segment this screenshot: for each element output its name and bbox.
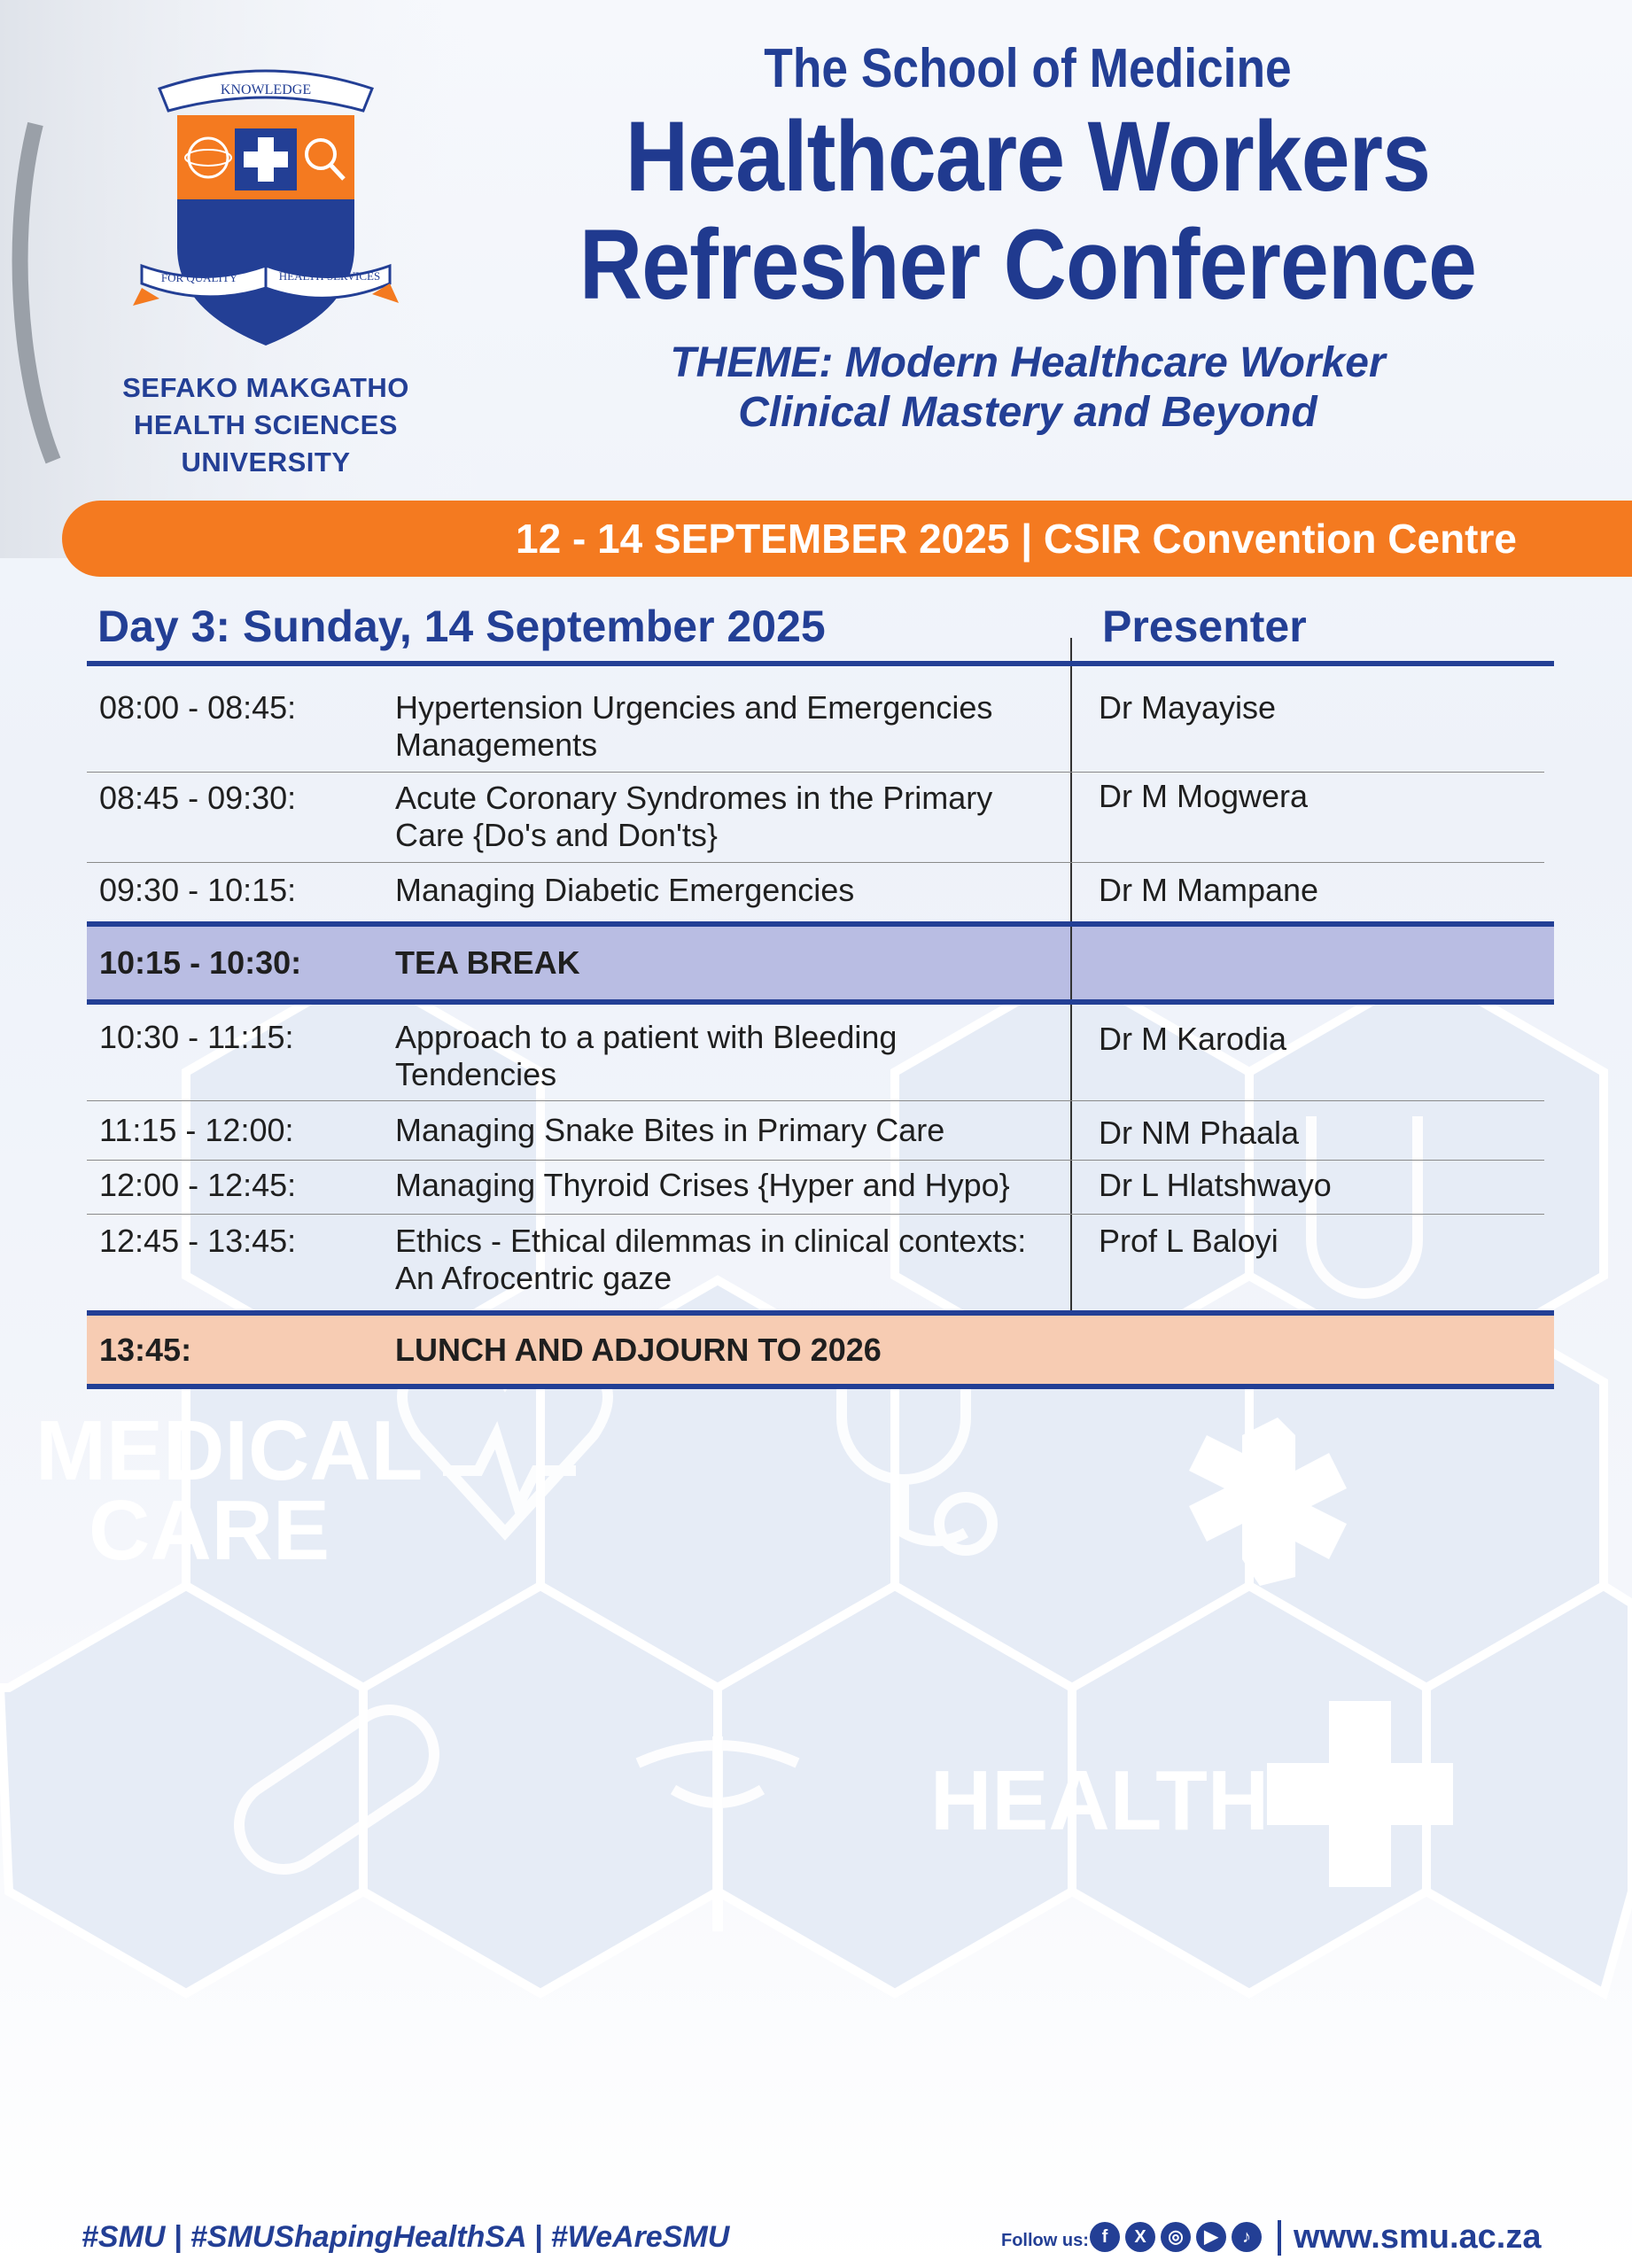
row-topic: Managing Snake Bites in Primary Care <box>395 1112 945 1148</box>
row-time: 10:30 - 11:15: <box>99 1019 294 1055</box>
tiktok-icon[interactable]: ♪ <box>1232 2222 1262 2252</box>
header-rule <box>87 661 1554 666</box>
row-topic: Managing Thyroid Crises {Hyper and Hypo} <box>395 1167 1010 1203</box>
footer-separator <box>1278 2220 1281 2256</box>
background-word-care: CARE <box>89 1483 330 1578</box>
row-separator <box>87 1214 1544 1215</box>
column-divider <box>1070 638 1072 1311</box>
row-time: 11:15 - 12:00: <box>99 1112 294 1148</box>
row-topic: Approach to a patient with Bleeding Tendencies <box>395 1019 898 1092</box>
row-time: 09:30 - 10:15: <box>99 872 297 908</box>
university-logo-crest <box>124 62 408 359</box>
logo-motto-left: FOR QUALITY <box>160 271 238 284</box>
row-topic: TEA BREAK <box>395 944 580 981</box>
conference-title-line2: Refresher Conference <box>579 209 1477 320</box>
youtube-icon[interactable]: ▶ <box>1196 2222 1226 2252</box>
date-venue-banner <box>62 501 1632 577</box>
background-word-health: HEALTH <box>930 1753 1270 1848</box>
presenter-column-header: Presenter <box>1102 602 1307 651</box>
row-presenter: Dr M Mampane <box>1099 872 1319 908</box>
conference-title-block <box>496 35 1559 438</box>
school-name: The School of Medicine <box>764 38 1292 99</box>
footer-hashtags: #SMU | #SMUShapingHealthSA | #WeAreSMU <box>82 2220 730 2254</box>
row-separator <box>87 1100 1544 1101</box>
row-separator <box>87 772 1544 773</box>
instagram-icon[interactable]: ◎ <box>1161 2222 1191 2252</box>
row-presenter: Dr Mayayise <box>1099 689 1277 726</box>
row-topic: Ethics - Ethical dilemmas in clinical contexts: An Afrocentric gaze <box>395 1223 1027 1296</box>
university-name-line2: HEALTH SCIENCES UNIVERSITY <box>133 409 398 478</box>
row-presenter: Prof L Baloyi <box>1099 1223 1278 1259</box>
lunch-bottom-rule <box>87 1384 1554 1389</box>
conference-title-line1: Healthcare Workers <box>625 101 1431 212</box>
facebook-icon[interactable]: f <box>1090 2222 1120 2252</box>
row-topic: Acute Coronary Syndromes in the Primary Care {Do's and Don'ts} <box>395 780 993 853</box>
row-time: 08:00 - 08:45: <box>99 689 297 726</box>
row-presenter: Dr NM Phaala <box>1099 1115 1300 1151</box>
logo-motto-right: HEALTH SERVICES <box>278 269 381 283</box>
logo-motto-top: KNOWLEDGE <box>220 82 312 97</box>
row-presenter: Dr L Hlatshwayo <box>1099 1167 1332 1203</box>
follow-us-label: Follow us: <box>1001 2231 1089 2250</box>
row-presenter: Dr M Mogwera <box>1099 778 1309 814</box>
row-time: 10:15 - 10:30: <box>99 944 302 981</box>
university-name-line1: SEFAKO MAKGATHO <box>122 372 409 403</box>
row-separator <box>87 1160 1544 1161</box>
university-name <box>53 369 478 481</box>
social-icons <box>1090 2222 1262 2252</box>
x-icon[interactable]: X <box>1125 2222 1155 2252</box>
row-topic: Hypertension Urgencies and Emergencies Managements <box>395 689 993 763</box>
row-time: 12:45 - 13:45: <box>99 1223 297 1259</box>
background-word-medical: MEDICAL <box>35 1403 424 1498</box>
row-topic: Managing Diabetic Emergencies <box>395 872 855 908</box>
theme-line1: THEME: Modern Healthcare Worker <box>670 339 1386 386</box>
row-time: 12:00 - 12:45: <box>99 1167 297 1203</box>
tea-break-bottom-rule <box>87 999 1554 1005</box>
date-venue-text: 12 - 14 SEPTEMBER 2025 | CSIR Convention Centre <box>516 516 1517 562</box>
row-presenter: Dr M Karodia <box>1099 1021 1287 1057</box>
row-separator <box>87 862 1544 863</box>
row-time: 08:45 - 09:30: <box>99 780 297 816</box>
lunch-top-rule <box>87 1310 1554 1316</box>
row-time: 13:45: <box>99 1332 192 1368</box>
day-title: Day 3: Sunday, 14 September 2025 <box>97 602 826 651</box>
row-topic: LUNCH AND ADJOURN TO 2026 <box>395 1332 882 1368</box>
theme-line2: Clinical Mastery and Beyond <box>738 389 1317 436</box>
tea-break-top-rule <box>87 921 1554 927</box>
website-link[interactable]: www.smu.ac.za <box>1294 2218 1542 2256</box>
